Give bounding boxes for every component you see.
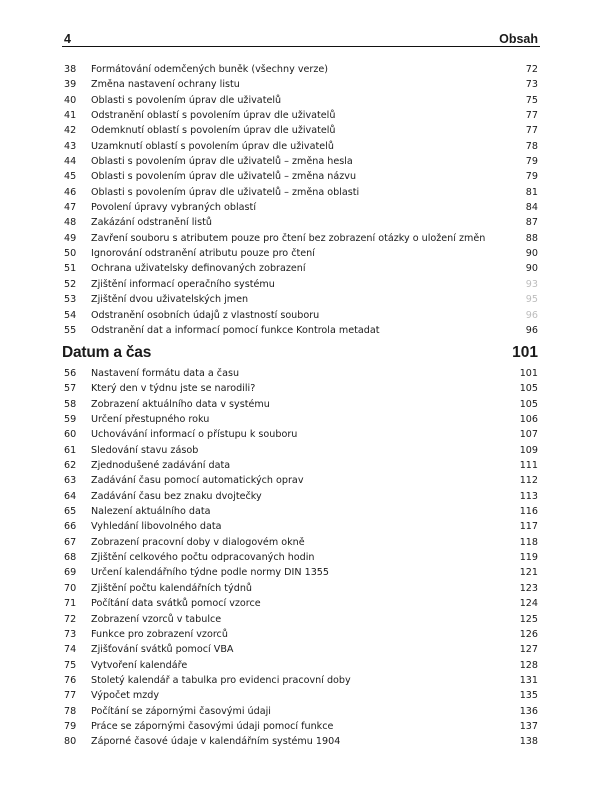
header-rule xyxy=(62,46,540,47)
toc-list-protection xyxy=(62,62,538,338)
entry-title: Nalezení aktuálního data xyxy=(91,506,211,518)
entry-page: 137 xyxy=(519,720,538,732)
toc-entry xyxy=(62,154,538,169)
toc-entry xyxy=(62,535,538,550)
entry-number: 74 xyxy=(64,644,77,656)
toc-entry xyxy=(62,366,538,381)
entry-page: 84 xyxy=(525,202,538,214)
entry-number: 50 xyxy=(64,248,77,260)
entry-number: 80 xyxy=(64,736,77,748)
entry-title: Zobrazení aktuálního data v systému xyxy=(91,398,270,410)
toc-entry xyxy=(62,108,538,123)
entry-title: Ignorování odstranění atributu pouze pro čtení xyxy=(91,248,315,260)
entry-title: Odstranění oblastí s povolením úprav dle uživatelů xyxy=(91,110,336,122)
entry-title: Zavření souboru s atributem pouze pro čtení bez zobrazení otázky o uložení změn xyxy=(91,232,486,244)
entry-title: Uzamknutí oblastí s povolením úprav dle uživatelů xyxy=(91,140,334,152)
entry-page: 109 xyxy=(519,444,538,456)
entry-title: Zjištění dvou uživatelských jmen xyxy=(91,294,249,306)
entry-title: Ochrana uživatelsky definovaných zobrazení xyxy=(91,263,306,275)
entry-title: Výpočet mzdy xyxy=(91,690,160,702)
entry-title: Sledování stavu zásob xyxy=(91,444,199,456)
entry-number: 40 xyxy=(64,94,77,106)
toc-entry xyxy=(62,673,538,688)
toc-entry xyxy=(62,688,538,703)
entry-page: 73 xyxy=(525,79,538,91)
toc-entry xyxy=(62,93,538,108)
entry-page: 121 xyxy=(519,567,538,579)
entry-number: 52 xyxy=(64,278,77,290)
entry-title: Uchovávání informací o přístupu k souboru xyxy=(91,429,298,441)
entry-title: Zadávání času pomocí automatických oprav xyxy=(91,475,304,487)
entry-title: Zjištění informací operačního systému xyxy=(91,278,275,290)
entry-title: Zjištění celkového počtu odpracovaných hodin xyxy=(91,552,315,564)
toc-entry xyxy=(62,550,538,565)
entry-page: 127 xyxy=(519,644,538,656)
toc-entry xyxy=(62,734,538,749)
entry-title: Který den v týdnu jste se narodili? xyxy=(91,383,256,395)
entry-page: 95 xyxy=(525,294,538,306)
toc-entry xyxy=(62,443,538,458)
entry-title: Povolení úpravy vybraných oblastí xyxy=(91,202,256,214)
entry-title: Formátování odemčených buněk (všechny verze) xyxy=(91,64,329,75)
entry-page: 81 xyxy=(525,186,538,198)
toc-entry xyxy=(62,246,538,261)
entry-number: 66 xyxy=(64,521,77,533)
toc-entry xyxy=(62,381,538,396)
entry-number: 58 xyxy=(64,398,77,410)
entry-page: 101 xyxy=(519,368,538,379)
toc-entry xyxy=(62,473,538,488)
entry-number: 61 xyxy=(64,444,77,456)
entry-number: 43 xyxy=(64,140,77,152)
entry-number: 47 xyxy=(64,202,77,214)
toc-entry xyxy=(62,277,538,292)
entry-title: Oblasti s povolením úprav dle uživatelů – změna oblasti xyxy=(91,186,360,198)
entry-page: 117 xyxy=(519,521,538,533)
section-title: Datum a čas xyxy=(62,344,152,361)
entry-number: 68 xyxy=(64,552,77,564)
entry-number: 79 xyxy=(64,720,77,732)
toc-entry xyxy=(62,581,538,596)
entry-title: Zobrazení vzorců v tabulce xyxy=(91,613,222,625)
entry-number: 65 xyxy=(64,506,77,518)
entry-title: Zobrazení pracovní doby v dialogovém okně xyxy=(91,536,305,548)
entry-page: 79 xyxy=(525,156,538,168)
toc-entry xyxy=(62,504,538,519)
entry-page: 136 xyxy=(519,705,538,717)
toc-entry xyxy=(62,185,538,200)
entry-number: 38 xyxy=(64,64,77,75)
entry-page: 87 xyxy=(525,217,538,229)
section-heading xyxy=(62,341,538,365)
entry-page: 125 xyxy=(519,613,538,625)
toc-entry xyxy=(62,519,538,534)
entry-page: 128 xyxy=(519,659,538,671)
entry-number: 78 xyxy=(64,705,77,717)
entry-page: 72 xyxy=(525,64,538,75)
entry-page: 131 xyxy=(519,674,538,686)
entry-number: 42 xyxy=(64,125,77,137)
entry-number: 76 xyxy=(64,674,77,686)
toc-entry xyxy=(62,719,538,734)
toc-entry xyxy=(62,658,538,673)
entry-title: Oblasti s povolením úprav dle uživatelů xyxy=(91,94,282,106)
toc-entry xyxy=(62,77,538,92)
entry-page: 75 xyxy=(525,94,538,106)
entry-number: 60 xyxy=(64,429,77,441)
entry-title: Určení kalendářního týdne podle normy DIN 1355 xyxy=(91,567,330,579)
entry-title: Zjednodušené zadávání data xyxy=(91,460,231,472)
entry-number: 70 xyxy=(64,582,77,594)
entry-number: 57 xyxy=(64,383,77,395)
entry-page: 90 xyxy=(525,248,538,260)
toc-entry xyxy=(62,427,538,442)
entry-page: 118 xyxy=(519,536,538,548)
entry-page: 138 xyxy=(519,736,538,748)
entry-number: 51 xyxy=(64,263,77,275)
header-title: Obsah xyxy=(499,32,538,46)
entry-page: 112 xyxy=(519,475,538,487)
entry-number: 75 xyxy=(64,659,77,671)
entry-page: 105 xyxy=(519,383,538,395)
entry-page: 113 xyxy=(519,490,538,502)
entry-page: 93 xyxy=(525,278,538,290)
entry-number: 64 xyxy=(64,490,77,502)
entry-number: 62 xyxy=(64,460,77,472)
toc-entry xyxy=(62,704,538,719)
entry-title: Záporné časové údaje v kalendářním systému 1904 xyxy=(91,736,341,748)
entry-title: Zjištění počtu kalendářních týdnů xyxy=(91,582,252,594)
entry-number: 72 xyxy=(64,613,77,625)
entry-number: 49 xyxy=(64,232,77,244)
entry-title: Odemknutí oblastí s povolením úprav dle uživatelů xyxy=(91,125,336,137)
entry-title: Počítání se zápornými časovými údaji xyxy=(91,705,271,717)
entry-title: Zjišťování svátků pomocí VBA xyxy=(91,644,234,656)
entry-number: 48 xyxy=(64,217,77,229)
toc-entry xyxy=(62,169,538,184)
entry-title: Oblasti s povolením úprav dle uživatelů – změna hesla xyxy=(91,156,353,168)
entry-page: 77 xyxy=(525,110,538,122)
entry-title: Zadávání času bez znaku dvojtečky xyxy=(91,490,262,502)
toc-entry xyxy=(62,642,538,657)
entry-title: Vyhledání libovolného data xyxy=(91,521,222,533)
toc-entry xyxy=(62,458,538,473)
entry-page: 96 xyxy=(525,309,538,321)
toc-entry xyxy=(62,397,538,412)
toc-entry xyxy=(62,200,538,215)
entry-number: 44 xyxy=(64,156,77,168)
entry-title: Práce se zápornými časovými údaji pomocí funkce xyxy=(91,720,334,732)
entry-number: 54 xyxy=(64,309,77,321)
entry-number: 56 xyxy=(64,368,77,379)
entry-title: Určení přestupného roku xyxy=(91,414,210,426)
toc-entry xyxy=(62,231,538,246)
entry-page: 126 xyxy=(519,628,538,640)
entry-title: Zakázání odstranění listů xyxy=(91,217,212,229)
entry-number: 63 xyxy=(64,475,77,487)
entry-page: 90 xyxy=(525,263,538,275)
entry-page: 96 xyxy=(525,324,538,336)
toc-entry xyxy=(62,612,538,627)
entry-page: 77 xyxy=(525,125,538,137)
toc-list-date-time xyxy=(62,366,538,750)
toc-entry xyxy=(62,292,538,307)
entry-title: Vytvoření kalendáře xyxy=(91,659,188,671)
entry-title: Funkce pro zobrazení vzorců xyxy=(91,628,228,640)
entry-number: 71 xyxy=(64,598,77,610)
entry-number: 59 xyxy=(64,414,77,426)
section-page: 101 xyxy=(512,344,538,361)
running-header xyxy=(62,28,538,48)
entry-title: Odstranění osobních údajů z vlastností souboru xyxy=(91,309,320,321)
entry-page: 124 xyxy=(519,598,538,610)
entry-number: 41 xyxy=(64,110,77,122)
toc-entry xyxy=(62,565,538,580)
entry-number: 67 xyxy=(64,536,77,548)
entry-number: 55 xyxy=(64,324,77,336)
entry-number: 53 xyxy=(64,294,77,306)
entry-number: 46 xyxy=(64,186,77,198)
entry-number: 69 xyxy=(64,567,77,579)
toc-entry xyxy=(62,489,538,504)
entry-number: 45 xyxy=(64,171,77,183)
entry-title: Odstranění dat a informací pomocí funkce Kontrola metadat xyxy=(91,324,380,336)
entry-title: Nastavení formátu data a času xyxy=(91,368,240,379)
entry-number: 39 xyxy=(64,79,77,91)
entry-number: 77 xyxy=(64,690,77,702)
entry-title: Počítání data svátků pomocí vzorce xyxy=(91,598,261,610)
toc-entry xyxy=(62,323,538,338)
entry-page: 78 xyxy=(525,140,538,152)
toc-entry xyxy=(62,215,538,230)
entry-title: Oblasti s povolením úprav dle uživatelů – změna názvu xyxy=(91,171,357,183)
entry-page: 119 xyxy=(519,552,538,564)
entry-page: 105 xyxy=(519,398,538,410)
entry-page: 135 xyxy=(519,690,538,702)
entry-title: Změna nastavení ochrany listu xyxy=(91,79,240,91)
entry-page: 88 xyxy=(525,232,538,244)
entry-page: 107 xyxy=(519,429,538,441)
entry-page: 116 xyxy=(519,506,538,518)
toc-entry xyxy=(62,596,538,611)
toc-entry xyxy=(62,139,538,154)
entry-page: 111 xyxy=(519,460,538,472)
entry-title: Stoletý kalendář a tabulka pro evidenci pracovní doby xyxy=(91,674,351,686)
toc-entry xyxy=(62,261,538,276)
toc-entry xyxy=(62,62,538,77)
toc-entry xyxy=(62,308,538,323)
entry-page: 79 xyxy=(525,171,538,183)
page-number: 4 xyxy=(64,32,71,46)
entry-page: 106 xyxy=(519,414,538,426)
toc-entry xyxy=(62,412,538,427)
entry-number: 73 xyxy=(64,628,77,640)
toc-entry xyxy=(62,123,538,138)
entry-page: 123 xyxy=(519,582,538,594)
toc-entry xyxy=(62,627,538,642)
